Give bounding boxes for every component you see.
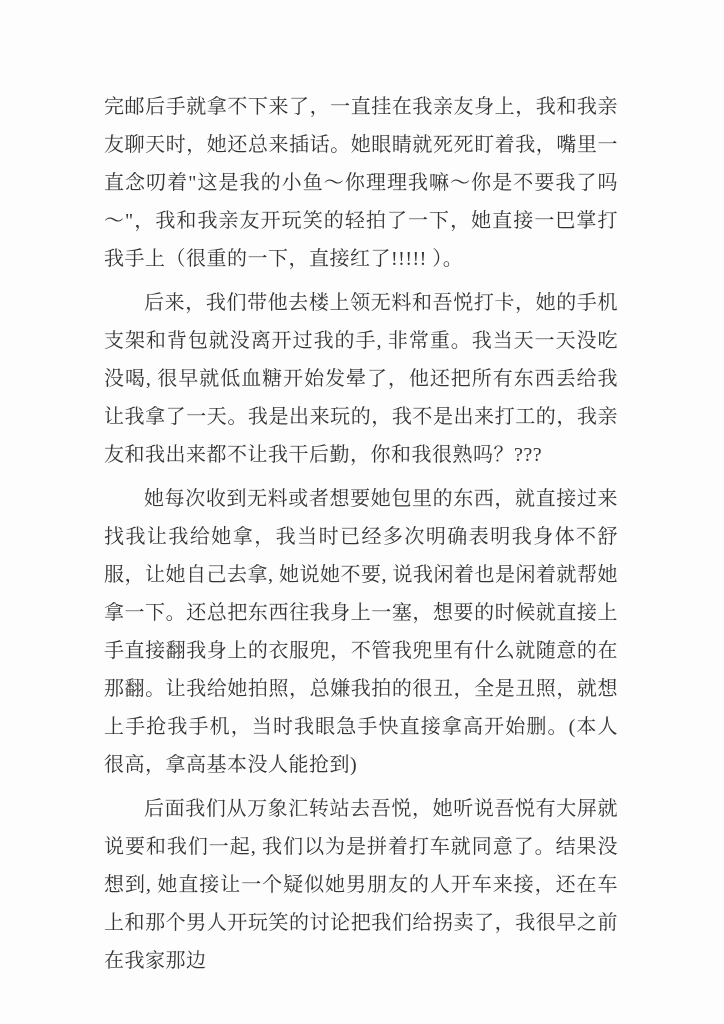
paragraph-4: 后面我们从万象汇转站去吾悦，她听说吾悦有大屏就说要和我们一起, 我们以为是拼着打车就同意了。结果没想到, 她直接让一个疑似她男朋友的人开车来接，还在车上和那个男人开玩笑的讨论把我们给拐卖了，我很早之前在我家那边	[104, 798, 618, 972]
paragraph-2: 后来，我们带他去楼上领无料和吾悦打卡，她的手机支架和背包就没离开过我的手, 非常重。我当天一天没吃没喝, 很早就低血糖开始发晕了，他还把所有东西丢给我让我拿了一天。我是出来玩的，我不是出来打工的，我亲友和我出来都不让我干后勤，你和我很熟吗？???	[104, 292, 618, 466]
paragraph-1: 完邮后手就拿不下来了，一直挂在我亲友身上，我和我亲友聊天时，她还总来插话。她眼睛就死死盯着我，嘴里一直念叨着"这是我的小鱼～你理理我嘛～你是不要我了吗～"，我和我亲友开玩笑的轻拍了一下，她直接一巴掌打我手上（很重的一下，直接红了!!!!! ）。	[104, 96, 618, 270]
paragraph-3: 她每次收到无料或者想要她包里的东西，就直接过来找我让我给她拿，我当时已经多次明确表明我身体不舒服，让她自己去拿, 她说她不要, 说我闲着也是闲着就帮她拿一下。还总把东西往我身上一塞，想要的时候就直接上手直接翻我身上的衣服兜，不管我兜里有什么就随意的在那翻。让我给她拍照，总嫌我拍的很丑，全是丑照，就想上手抢我手机，当时我眼急手快直接拿高开始删。(本人很高，拿高基本没人能抢到)	[104, 488, 618, 776]
document-page	[104, 88, 618, 986]
